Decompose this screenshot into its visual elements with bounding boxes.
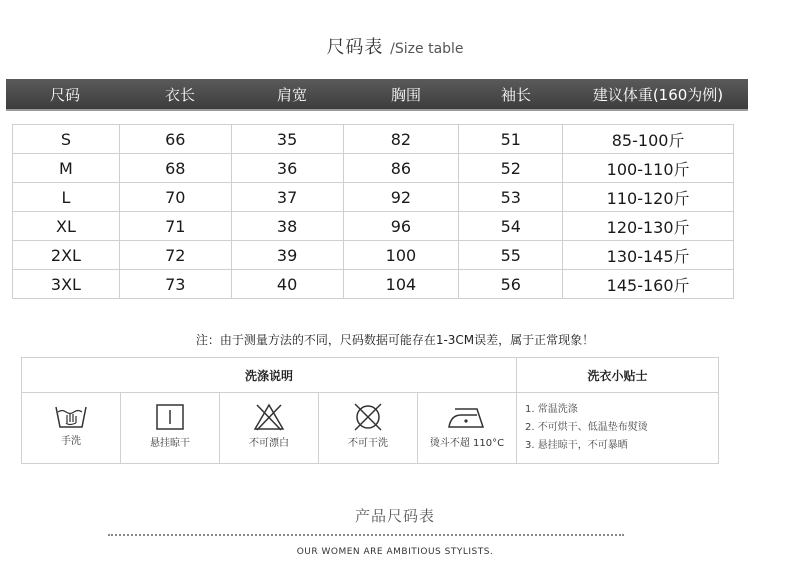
cell-size: S xyxy=(13,125,120,154)
tip-item: 3. 悬挂晾干，不可暴晒 xyxy=(525,440,628,451)
footer-subtitle: OUR WOMEN ARE AMBITIOUS STYLISTS. xyxy=(296,547,494,557)
cell-shoulder: 36 xyxy=(231,154,343,183)
cell-length: 68 xyxy=(119,154,231,183)
cell-weight: 85-100斤 xyxy=(563,125,734,154)
table-row xyxy=(13,183,734,212)
no-dry-clean-icon xyxy=(352,403,384,431)
table-row xyxy=(13,270,734,299)
table-row xyxy=(13,212,734,241)
care-icon-label: 不可干洗 xyxy=(348,438,388,449)
cell-length: 70 xyxy=(119,183,231,212)
washing-title: 洗涤说明 xyxy=(22,358,517,393)
header-shoulder: 肩宽 xyxy=(276,85,307,104)
size-table-header xyxy=(6,79,748,111)
hand-wash-icon xyxy=(55,403,87,429)
cell-chest: 92 xyxy=(343,183,459,212)
cell-weight: 145-160斤 xyxy=(563,270,734,299)
tip-item: 1. 常温洗涤 xyxy=(525,404,578,415)
cell-sleeve: 54 xyxy=(459,212,563,241)
cell-shoulder: 40 xyxy=(231,270,343,299)
cell-shoulder: 35 xyxy=(231,125,343,154)
iron-low-icon xyxy=(447,403,487,431)
cell-chest: 96 xyxy=(343,212,459,241)
title-en: /Size table xyxy=(390,41,464,57)
care-icon-cell xyxy=(22,393,121,463)
care-icon-cell xyxy=(319,393,418,463)
table-row xyxy=(13,125,734,154)
care-icon-label: 悬挂晾干 xyxy=(150,438,190,449)
table-row xyxy=(13,154,734,183)
no-bleach-icon xyxy=(253,403,285,431)
care-icon-cell xyxy=(418,393,517,463)
cell-size: M xyxy=(13,154,120,183)
size-table xyxy=(12,124,734,299)
care-icon-label: 手洗 xyxy=(61,436,81,447)
care-icon-cell xyxy=(220,393,319,463)
care-icon-label: 不可漂白 xyxy=(249,438,289,449)
cell-size: L xyxy=(13,183,120,212)
cell-chest: 82 xyxy=(343,125,459,154)
header-size: 尺码 xyxy=(49,85,80,104)
care-icon-cell xyxy=(121,393,220,463)
page-title xyxy=(0,33,790,59)
cell-chest: 104 xyxy=(343,270,459,299)
care-tips xyxy=(525,401,648,455)
cell-weight: 130-145斤 xyxy=(563,241,734,270)
cell-shoulder: 37 xyxy=(231,183,343,212)
cell-sleeve: 55 xyxy=(459,241,563,270)
measurement-note: 注：由于测量方法的不同，尺码数据可能存在1-3CM误差，属于正常现象！ xyxy=(195,333,595,347)
cell-sleeve: 56 xyxy=(459,270,563,299)
cell-chest: 86 xyxy=(343,154,459,183)
cell-sleeve: 52 xyxy=(459,154,563,183)
header-weight: 建议体重(160为例) xyxy=(592,85,724,104)
care-icon-label: 烫斗不超 110°C xyxy=(429,438,505,449)
tips-title: 洗衣小贴士 xyxy=(517,358,718,393)
header-chest: 胸围 xyxy=(390,85,421,104)
header-sleeve: 袖长 xyxy=(500,85,531,104)
cell-chest: 100 xyxy=(343,241,459,270)
cell-weight: 100-110斤 xyxy=(563,154,734,183)
cell-shoulder: 38 xyxy=(231,212,343,241)
cell-sleeve: 51 xyxy=(459,125,563,154)
footer-divider xyxy=(108,534,624,536)
cell-shoulder: 39 xyxy=(231,241,343,270)
tip-item: 2. 不可烘干、低温垫布熨烫 xyxy=(525,422,648,433)
cell-length: 66 xyxy=(119,125,231,154)
cell-length: 73 xyxy=(119,270,231,299)
cell-weight: 120-130斤 xyxy=(563,212,734,241)
cell-length: 72 xyxy=(119,241,231,270)
footer-title: 产品尺码表 xyxy=(354,507,435,525)
cell-size: 3XL xyxy=(13,270,120,299)
care-instructions xyxy=(21,357,719,464)
cell-length: 71 xyxy=(119,212,231,241)
hang-dry-icon xyxy=(155,403,185,431)
cell-sleeve: 53 xyxy=(459,183,563,212)
header-length: 衣长 xyxy=(164,85,195,104)
cell-size: XL xyxy=(13,212,120,241)
table-row xyxy=(13,241,734,270)
cell-size: 2XL xyxy=(13,241,120,270)
title-cn: 尺码表 xyxy=(326,37,384,58)
cell-weight: 110-120斤 xyxy=(563,183,734,212)
